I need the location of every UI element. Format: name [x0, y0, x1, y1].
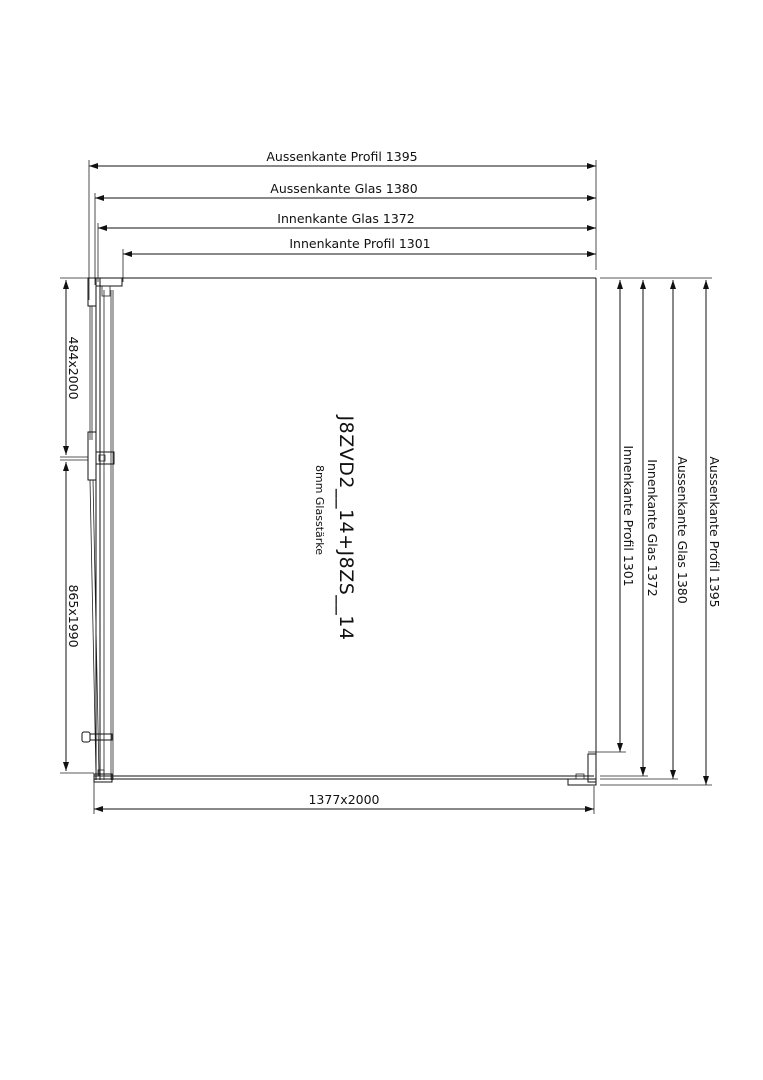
bottom-right-profile	[588, 754, 596, 782]
dim-label-left-2: 865x1990	[66, 584, 81, 648]
dim-label-top-4: Innenkante Profil 1301	[289, 236, 431, 251]
dim-label-right-2: Innenkante Glas 1372	[645, 459, 660, 597]
dim-label-top-2: Aussenkante Glas 1380	[270, 181, 418, 196]
dim-label-right-3: Aussenkante Glas 1380	[675, 456, 690, 604]
dim-label-top-3: Innenkante Glas 1372	[277, 211, 415, 226]
bottom-left-corner	[94, 774, 112, 782]
top-dimension-group	[89, 149, 596, 300]
dim-label-bottom: 1377x2000	[308, 792, 380, 807]
dim-label-top-1: Aussenkante Profil 1395	[266, 149, 418, 164]
model-label-group	[313, 415, 357, 641]
handle-knob	[82, 732, 90, 742]
dim-label-right-4: Aussenkante Profil 1395	[707, 456, 722, 608]
right-dimension-group	[588, 278, 722, 785]
model-code: J8ZVD2__14+J8ZS__14	[335, 415, 357, 641]
left-dimension-group	[60, 278, 94, 773]
shower-enclosure-outline	[60, 278, 596, 785]
dim-label-right-1: Innenkante Profil 1301	[621, 445, 636, 587]
dim-label-left-1: 484x2000	[66, 336, 81, 400]
lower-hinge	[90, 734, 112, 740]
bottom-dimension-group	[94, 782, 594, 814]
model-subtitle: 8mm Glasstärke	[313, 464, 326, 556]
